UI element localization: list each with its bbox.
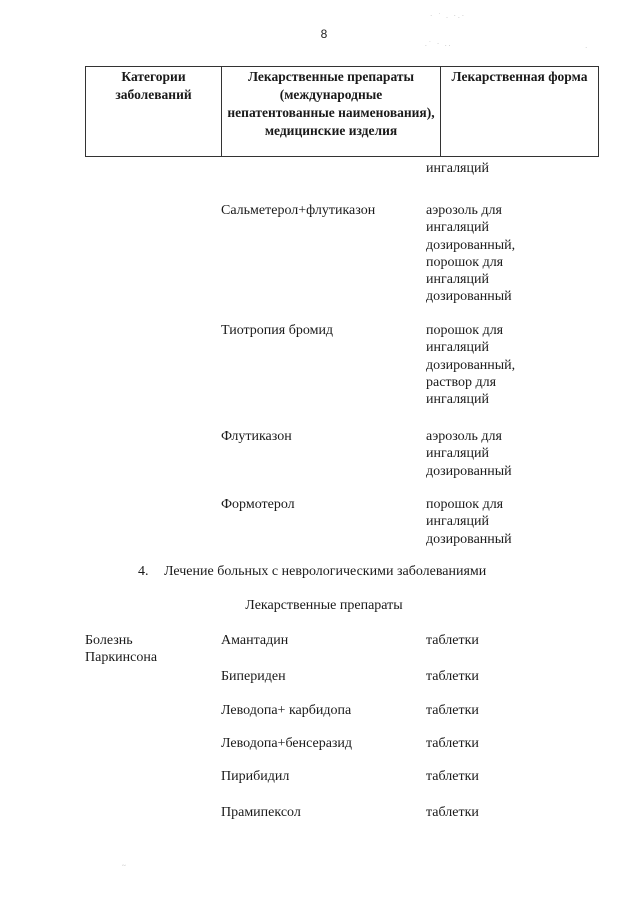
section-heading xyxy=(138,563,486,581)
drug-form: таблетки xyxy=(426,633,479,648)
section-title: Лечение больных с неврологическими заболеваниями xyxy=(164,564,487,579)
scan-noise: · xyxy=(585,44,590,52)
scan-noise: · ˙ . ·.· xyxy=(430,12,467,20)
drug-name: Флутиказон xyxy=(221,429,292,444)
section-number: 4. xyxy=(138,564,149,579)
header-category: Категории заболеваний xyxy=(86,67,222,157)
drug-form: аэрозоль для ингаляций дозированный xyxy=(426,429,512,479)
header-form: Лекарственная форма xyxy=(441,67,599,157)
drug-form: таблетки xyxy=(426,769,479,784)
drug-name: Леводопа+ карбидопа xyxy=(221,703,352,718)
drug-form: таблетки xyxy=(426,669,479,684)
header-drugs: Лекарственные препараты (международные непатентованные наименования), медицинские изделия xyxy=(222,67,441,157)
drug-name: Пирибидил xyxy=(221,769,290,784)
drug-name: Прамипексол xyxy=(221,805,301,820)
category-name: Болезнь Паркинсона xyxy=(85,633,158,666)
drug-name: Формотерол xyxy=(221,497,295,512)
drug-name: Сальметерол+флутиказон xyxy=(221,203,376,218)
drug-form: таблетки xyxy=(426,736,479,751)
table-header xyxy=(85,66,599,157)
scan-noise: .˙ · .. xyxy=(425,40,453,48)
scan-noise: ~ xyxy=(122,862,128,870)
drug-form: порошок для ингаляций дозированный xyxy=(426,497,512,547)
drug-name: Бипериден xyxy=(221,669,286,684)
section-subtitle: Лекарственные препараты xyxy=(245,598,403,613)
form-continued: ингаляций xyxy=(426,161,489,176)
page-number: 8 xyxy=(320,27,328,41)
drug-form: таблетки xyxy=(426,805,479,820)
drug-name: Тиотропия бромид xyxy=(221,323,334,338)
drug-form: аэрозоль для ингаляций дозированный, порошок для ингаляций дозированный xyxy=(426,203,516,305)
drug-name: Леводопа+бенсеразид xyxy=(221,736,353,751)
drug-name: Амантадин xyxy=(221,633,289,648)
drug-form: порошок для ингаляций дозированный, раствор для ингаляций xyxy=(426,323,516,408)
drug-form: таблетки xyxy=(426,703,479,718)
